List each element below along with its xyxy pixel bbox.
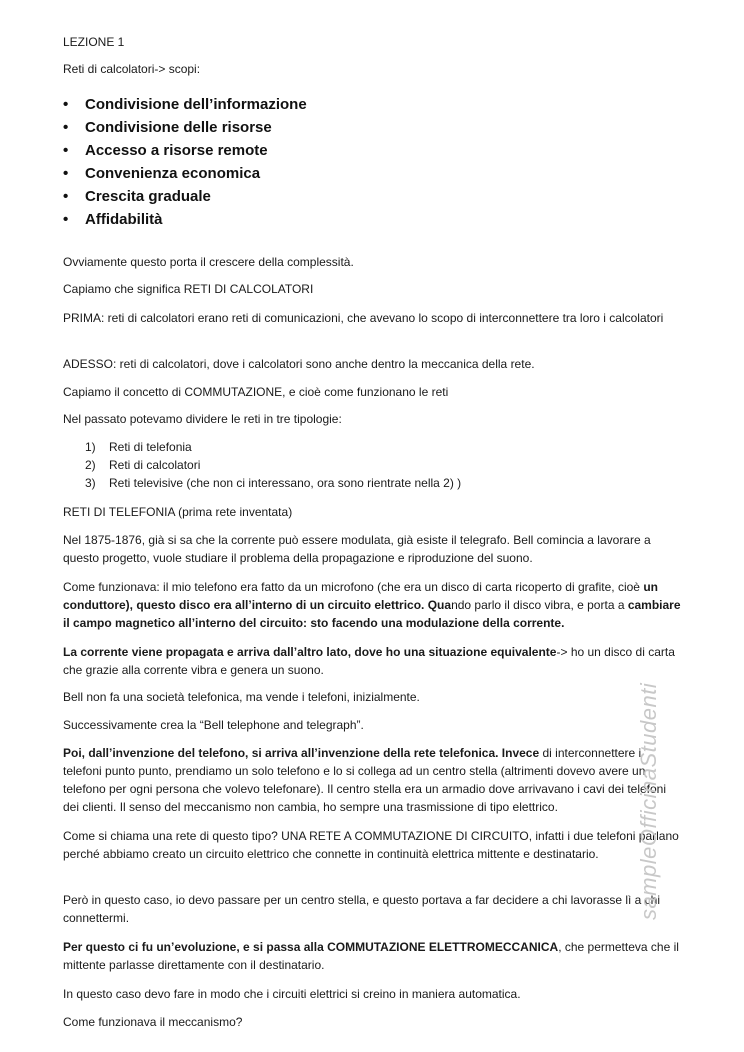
paragraph: Poi, dall’invenzione del telefono, si arriva all’invenzione della rete telefonica. Invece di interconnettere i telefoni punto punto, prendiamo un solo telefono e lo si collega ad un centro stella (altrimenti dovevo avere un telefono per ogni persona che volevo telefonare). Il centro stella era un armadio dove arrivavano i cavi dei telefoni dei clienti. Il senso del meccanismo non cambia, ho sempre una trasmissione di tipo elettrico. xyxy=(63,746,667,814)
bullet-icon: • xyxy=(63,165,69,182)
list-item: 1) Reti di telefonia xyxy=(85,440,192,454)
bullet-icon: • xyxy=(63,142,69,159)
paragraph: Capiamo il concetto di COMMUTAZIONE, e cioè come funzionano le reti xyxy=(63,385,449,399)
paragraph: Come si chiama una rete di questo tipo? UNA RETE A COMMUTAZIONE DI CIRCUITO, infatti i due telefoni parlano perché abbiamo creato un circuito elettrico che connette in continuità elettrica mittente e destinatario. xyxy=(63,829,679,861)
paragraph: Successivamente crea la “Bell telephone and telegraph”. xyxy=(63,718,364,732)
paragraph: PRIMA: reti di calcolatori erano reti di comunicazioni, che avevano lo scopo di interconnettere tra loro i calcolatori xyxy=(63,311,664,325)
list-item: • Affidabilità xyxy=(63,208,307,231)
paragraph: Per questo ci fu un’evoluzione, e si passa alla COMMUTAZIONE ELETTROMECCANICA, che permetteva che il mittente parlasse direttamente con il destinatario. xyxy=(63,940,679,972)
paragraph: Però in questo caso, io devo passare per un centro stella, e questo portava a far decidere a chi lavorasse lì a chi connettermi. xyxy=(63,893,661,925)
intro-line: Reti di calcolatori-> scopi: xyxy=(63,62,201,76)
section-heading: RETI DI TELEFONIA (prima rete inventata) xyxy=(63,505,293,519)
bullet-icon: • xyxy=(63,96,69,113)
network-types-list xyxy=(85,438,461,492)
lesson-title: LEZIONE 1 xyxy=(63,35,125,49)
paragraph: Nel 1875-1876, già si sa che la corrente può essere modulata, già esiste il telegrafo. Bell comincia a lavorare a questo progetto, vuole studiare il problema della propagazione e riproduzione del suono. xyxy=(63,533,651,565)
paragraph: La corrente viene propagata e arriva dall’altro lato, dove ho una situazione equivalente-> ho un disco di carta che grazie alla corrente vibra e genera un suono. xyxy=(63,645,675,677)
paragraph: Come funzionava il meccanismo? xyxy=(63,1015,243,1029)
list-item: 2) Reti di calcolatori xyxy=(85,458,201,472)
list-item: • Convenienza economica xyxy=(63,162,307,185)
list-item: • Accesso a risorse remote xyxy=(63,139,307,162)
list-item: • Condivisione dell’informazione xyxy=(63,93,307,116)
bullet-icon: • xyxy=(63,188,69,205)
paragraph: Nel passato potevamo dividere le reti in tre tipologie: xyxy=(63,412,342,426)
paragraph: Bell non fa una società telefonica, ma vende i telefoni, inizialmente. xyxy=(63,690,420,704)
list-item: • Condivisione delle risorse xyxy=(63,116,307,139)
list-item: • Crescita graduale xyxy=(63,185,307,208)
list-item: 3) Reti televisive (che non ci interessano, ora sono rientrate nella 2) ) xyxy=(85,476,462,490)
paragraph: Come funzionava: il mio telefono era fatto da un microfono (che era un disco di carta ricoperto di grafite, cioè un conduttore), questo disco era all’interno di un circuito elettrico. Quando parlo il disco vibra, e porta a cambiare il campo magnetico all’interno del circuito: sto facendo una modulazione della corrente. xyxy=(63,580,681,630)
paragraph: ADESSO: reti di calcolatori, dove i calcolatori sono anche dentro la meccanica della rete. xyxy=(63,357,535,371)
watermark: sampleOfficinaStudenti xyxy=(636,682,661,920)
purposes-list xyxy=(63,93,307,231)
bullet-icon: • xyxy=(63,119,69,136)
paragraph: Ovviamente questo porta il crescere della complessità. xyxy=(63,255,354,269)
paragraph: Capiamo che significa RETI DI CALCOLATORI xyxy=(63,282,314,296)
paragraph: In questo caso devo fare in modo che i circuiti elettrici si creino in maniera automatica. xyxy=(63,987,521,1001)
bullet-icon: • xyxy=(63,211,69,228)
